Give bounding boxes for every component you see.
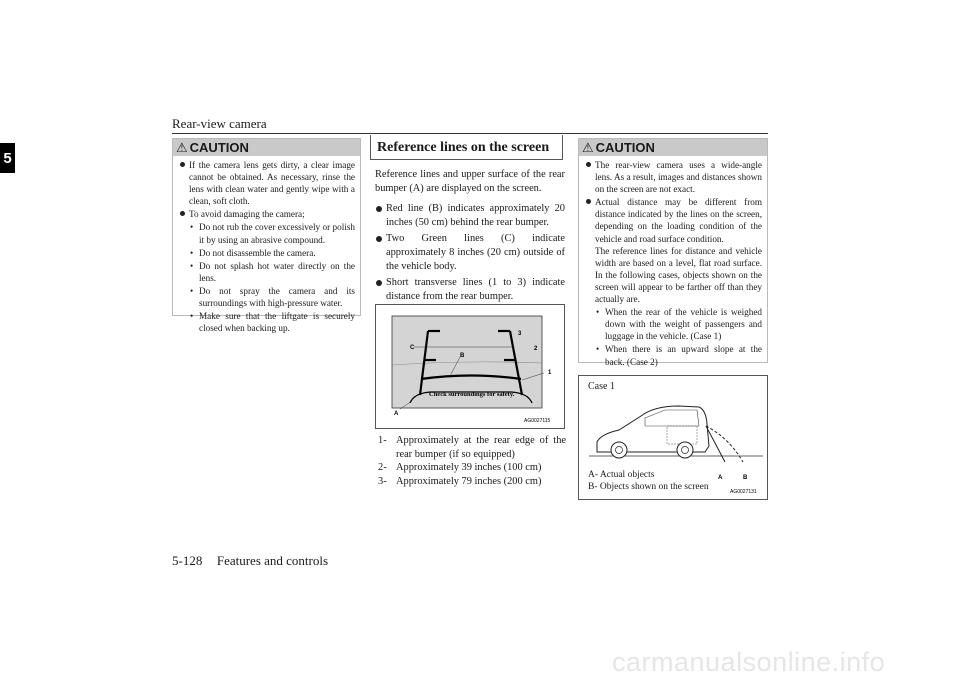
footer-section: Features and controls: [216, 553, 329, 568]
caution-header: [173, 139, 360, 156]
screen-message: Check surroundings for safety.: [429, 391, 515, 398]
header-rule: [172, 133, 768, 134]
label-b: B: [460, 353, 465, 359]
case-label-a: A: [718, 475, 723, 481]
label-a: A: [394, 411, 399, 417]
warning-triangle-icon: ⚠: [176, 140, 188, 155]
section-heading: Reference lines on the screen: [370, 135, 563, 160]
caution-bullet: [179, 208, 355, 334]
warning-triangle-icon: ⚠: [582, 140, 594, 155]
case-1-illustration: [579, 376, 767, 499]
caution-bullet: [585, 196, 762, 367]
label-1: 1: [548, 370, 552, 376]
reference-lines-illustration: [376, 305, 564, 428]
caution-bullet: The rear-view camera uses a wide-angle lens. As a result, images and distances shown on the screen are not exact.: [585, 159, 762, 195]
caution-body: [173, 156, 360, 339]
caution-sub-item: • When there is an upward slope at the back. (Case 2): [595, 343, 762, 367]
legend-item: [378, 434, 566, 461]
watermark: carmanualsonline.info: [612, 647, 886, 677]
caution-label: CAUTION: [189, 140, 249, 155]
label-3: 3: [518, 331, 522, 337]
caution-paragraph: The reference lines for distance and vehicle width are based on a level, flat road surface. In the following cases, objects shown on the screen will appear to be farther off than they actually are.: [595, 245, 762, 305]
figure-code: AG0027115: [524, 418, 551, 424]
rear-wheel: [677, 442, 693, 458]
caution-sub-item: • When the rear of the vehicle is weighed down with the weight of passengers and luggage in the vehicle. (Case 1): [595, 306, 762, 342]
front-wheel: [611, 442, 627, 458]
section-bullet: Short transverse lines (1 to 3) indicate distance from the rear bumper.: [375, 276, 565, 303]
caution-box-left: [172, 138, 361, 334]
section-bullet: Two Green lines (C) indicate approximately 8 inches (20 cm) outside of the vehicle body.: [375, 232, 565, 273]
case-legend-b: B- Objects shown on the screen: [588, 482, 709, 492]
legend-number: 1-: [378, 435, 387, 446]
case-figure-code: AG0027131: [730, 489, 757, 495]
legend-text: Approximately at the rear edge of the rear bumper (if so equipped): [396, 435, 566, 460]
case-1-figure: [578, 375, 768, 500]
section-bullet: Red line (B) indicates approximately 20 inches (50 cm) behind the rear bumper.: [375, 202, 565, 229]
caution-sub-item: • Do not splash hot water directly on the lens.: [189, 260, 355, 284]
section-body: [375, 168, 565, 306]
legend-item: [378, 461, 566, 475]
caution-bullet-text: To avoid damaging the camera;: [189, 209, 305, 220]
screen-camera-ray: [706, 426, 743, 462]
caution-label: CAUTION: [595, 140, 655, 155]
case-legend-a: A- Actual objects: [588, 470, 655, 480]
legend-number: 2-: [378, 462, 387, 474]
legend-item: [378, 475, 566, 489]
label-2: 2: [534, 346, 538, 352]
case-title: Case 1: [588, 381, 615, 392]
case-label-b: B: [743, 475, 748, 481]
chapter-tab: 5: [0, 143, 15, 173]
legend-text: Approximately 39 inches (100 cm): [396, 462, 542, 474]
caution-bullet-text: Actual distance may be different from distance indicated by the lines on the screen, depending on the loading condition of the vehicle and road surface condition.: [595, 197, 762, 244]
caution-body: [579, 156, 767, 373]
caution-sub-item: • Do not disassemble the camera.: [189, 247, 355, 259]
page-number: 5-128: [172, 553, 203, 568]
caution-box-right: [578, 138, 768, 367]
caution-header: [579, 139, 767, 156]
label-c: C: [410, 345, 415, 351]
legend-number: 3-: [378, 475, 387, 487]
caution-sub-item: • Make sure that the liftgate is securely closed when backing up.: [189, 310, 355, 334]
caution-sub-item: • Do not rub the cover excessively or polish it by using an abrasive compound.: [189, 221, 355, 245]
section-intro: Reference lines and upper surface of the rear bumper (A) are displayed on the screen.: [375, 169, 565, 194]
page-header-title: Rear-view camera: [172, 116, 267, 131]
legend-text: Approximately 79 inches (200 cm): [396, 475, 542, 487]
caution-bullet: If the camera lens gets dirty, a clear image cannot be obtained. As necessary, rinse the lens with clean water and gently wipe with a clean, soft cloth.: [179, 159, 355, 207]
reference-lines-figure: [375, 304, 565, 429]
caution-sub-item: • Do not spray the camera and its surroundings with high-pressure water.: [189, 285, 355, 309]
page-footer: [172, 553, 328, 569]
figure-legend: [378, 434, 566, 488]
